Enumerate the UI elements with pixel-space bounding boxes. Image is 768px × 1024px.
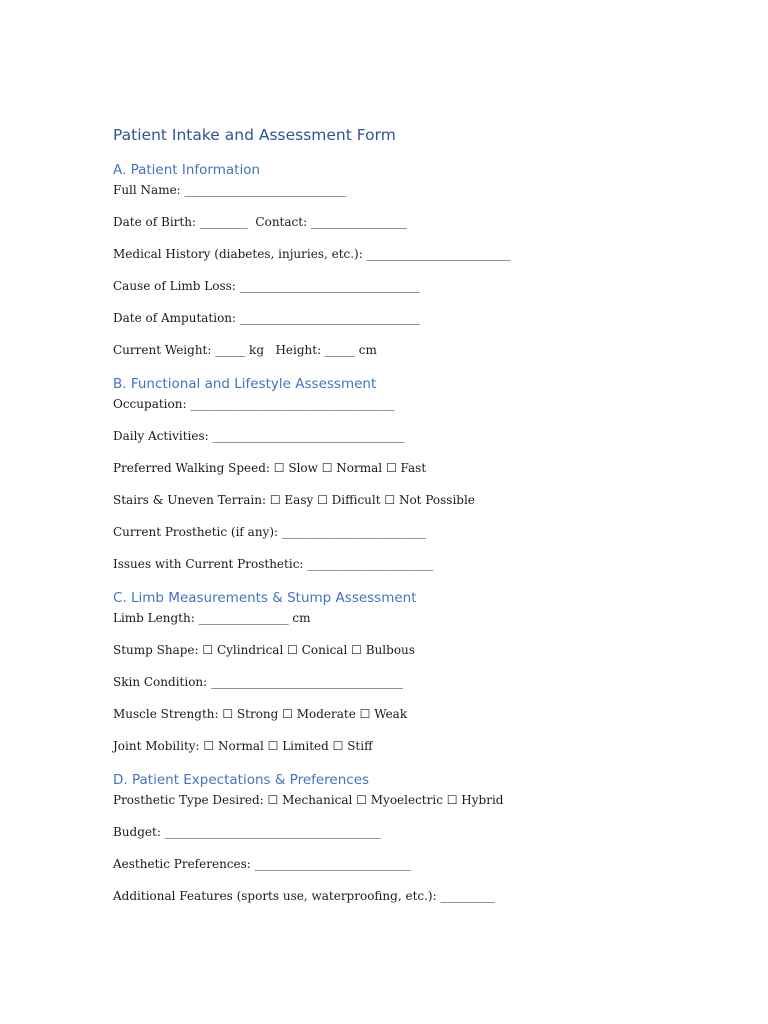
field-medical-history: Medical History (diabetes, injuries, etc.): ________________________ — [113, 247, 511, 261]
field-muscle-strength: Muscle Strength: ☐ Strong ☐ Moderate ☐ Weak — [113, 707, 408, 721]
field-stump-shape: Stump Shape: ☐ Cylindrical ☐ Conical ☐ Bulbous — [113, 643, 415, 657]
section-expectations-preferences — [113, 770, 713, 904]
field-occupation: Occupation: __________________________________ — [113, 397, 395, 411]
field-prosthetic-issues: Issues with Current Prosthetic: _____________________ — [113, 557, 434, 571]
section-heading: C. Limb Measurements & Stump Assessment — [113, 590, 417, 606]
field-budget: Budget: ____________________________________ — [113, 825, 381, 839]
form-content — [113, 124, 713, 904]
field-joint-mobility: Joint Mobility: ☐ Normal ☐ Limited ☐ Stiff — [113, 739, 373, 753]
field-additional-features: Additional Features (sports use, waterproofing, etc.): _________ — [113, 889, 495, 903]
field-stairs-terrain: Stairs & Uneven Terrain: ☐ Easy ☐ Difficult ☐ Not Possible — [113, 493, 475, 507]
field-prosthetic-type: Prosthetic Type Desired: ☐ Mechanical ☐ Myoelectric ☐ Hybrid — [113, 793, 504, 807]
field-cause-of-limb-loss: Cause of Limb Loss: ______________________________ — [113, 279, 420, 293]
field-limb-length: Limb Length: _______________ cm — [113, 611, 311, 625]
field-date-of-birth-contact: Date of Birth: ________ Contact: ________________ — [113, 215, 407, 229]
field-weight-height: Current Weight: _____ kg Height: _____ cm — [113, 343, 377, 357]
field-current-prosthetic: Current Prosthetic (if any): ________________________ — [113, 525, 426, 539]
field-skin-condition: Skin Condition: ________________________________ — [113, 675, 403, 689]
section-heading: B. Functional and Lifestyle Assessment — [113, 376, 377, 392]
section-heading: D. Patient Expectations & Preferences — [113, 772, 370, 788]
section-heading: A. Patient Information — [113, 162, 261, 178]
field-date-of-amputation: Date of Amputation: ______________________________ — [113, 311, 420, 325]
field-aesthetic-preferences: Aesthetic Preferences: __________________________ — [113, 857, 411, 871]
section-patient-information — [113, 160, 713, 358]
field-daily-activities: Daily Activities: ________________________________ — [113, 429, 405, 443]
page-title: Patient Intake and Assessment Form — [113, 126, 396, 144]
section-limb-measurements — [113, 588, 713, 754]
field-walking-speed: Preferred Walking Speed: ☐ Slow ☐ Normal ☐ Fast — [113, 461, 427, 475]
section-functional-lifestyle — [113, 374, 713, 572]
field-full-name: Full Name: ___________________________ — [113, 183, 347, 197]
